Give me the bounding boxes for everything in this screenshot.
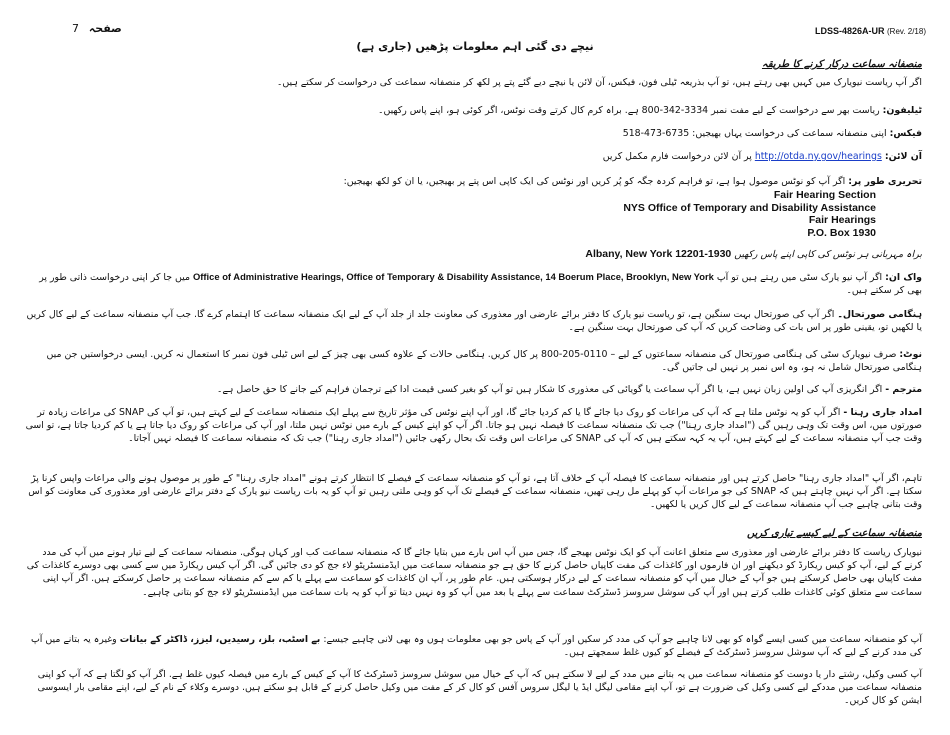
form-id-text: LDSS-4826A-UR [814, 26, 885, 36]
written-paragraph [22, 175, 922, 188]
intro-paragraph: اگر آپ ریاست نیویارک میں کہیں بھی رہتے ہیں، تو آپ بذریعہ ٹیلی فون، فیکس، آن لائن یا نیچے دیے گئے پتے پر لکھ کر منصفانہ سماعت کی درخواست کر سکتے ہیں۔ [276, 77, 922, 88]
phone-text: ریاست بھر سے درخواست کے لیے مفت نمبر 3334-342-800 ہے. براہ کرم کال کرتے وقت نوٹس، اگر کوئی ہو، اپنے پاس رکھیں۔ [377, 105, 880, 116]
interpreter-paragraph [22, 383, 922, 396]
prepare-documents-list: بے اسٹب، بلز، رسیدیں، لیزز، ڈاکٹر کے بیانات [119, 634, 321, 645]
mailing-address [556, 189, 876, 239]
aid-continuing-paragraph-2: تاہم، اگر آپ "امداد جاری رہنا" حاصل کرتے ہیں اور منصفانہ سماعت کا فیصلہ آپ کے خلاف آتا ہے، تو آپ کو منصفانہ سماعت کے فیصلے کا انتظار کرتے ہونے "امداد جاری رہنا" کے طور پر موصول ہونے والی مراعات واپس کرنا پڑ سکتا ہے. اگر آپ نہیں چاہتے ہیں کہ SNAP کی جو مراعات آپ کو پہلے مل رہی تھیں، منصفانہ سماعت کے فیصلے تک آپ کو وہی ملتی رہیں تو آپ کو یہ بات ریاست نیو یارک کے دفتر برائے عارضی اور معذوری کی معاونت کو اس وقت بتانی چاہیے جب آپ منصفانہ سماعت کے لیے کال کریں یا لکھیں۔ [28, 473, 922, 511]
fax-text: اپنی منصفانہ سماعت کی درخواست یہاں بھیجیں: 6735-473-518 [622, 128, 887, 139]
address-note: براہ مہربانی ہر نوٹس کی کاپی اپنے پاس رکھیں [734, 249, 922, 260]
section-heading-request: منصفانہ سماعت درکار کرنے کا طریقہ [761, 59, 922, 70]
hearings-link[interactable]: http://otda.ny.gov/hearings [754, 151, 882, 162]
note-paragraph [22, 348, 922, 374]
page-title: نیچے دی گئی اہم معلومات پڑھیں (جاری ہے) [356, 40, 594, 53]
phone-label: ٹیلیفون: [882, 105, 922, 116]
walkin-text-b: میں جا کر اپنی درخواست ذاتی طور پر بھی کر سکتے ہیں۔ [39, 272, 922, 297]
form-id [815, 26, 926, 36]
prepare-paragraph-2 [22, 633, 922, 659]
prepare-text-a: آپ کو منصفانہ سماعت میں کسی ایسے گواہ کو بھی لانا چاہیے جو آپ کی مدد کر سکیں اور آپ کے پاس جو بھی معلومات ہوں وہ بھی لانی چاہیے جیسے: [323, 634, 922, 645]
walkin-label: واک ان: [885, 272, 922, 283]
address-last-line [22, 248, 922, 261]
aid-continuing-text: اگر آپ کو یہ نوٹس ملتا ہے کہ آپ کی مراعات کو روک دیا جائے گا یا کم کردیا جائے گا، اور آپ اپنے نوٹس کی مؤثر تاریخ سے پہلے ایک منصفانہ سماعت کے لیے کہتے ہیں، تو آپ کی SNAP کی مراعات زیادہ تر صورتوں میں، اس وقت تک وہی رہیں گی ("امداد جاری رہنا") جب تک منصفانہ سماعت کا فیصلہ نہیں ہو جاتا. اگر آپ کو اپنے کیس کے بارے میں نوٹس نہیں ملتا، اور آپ کی مراعات کو روک دیا جاتا ہے یا کم کردیا جاتا ہے، تو اسی وقت جب آپ منصفانہ سماعت کے لیے کہتے ہیں، آپ یہ کہہ سکتے ہیں کہ آپ کی SNAP کی مراعات اس وقت تک بحال رکھی جائیں ("امداد جاری رہنا") جب تک کہ منصفانہ سماعت کا فیصلہ نہیں آجاتا۔ [25, 407, 922, 445]
emergency-label: ہنگامی صورتحال۔ [837, 309, 922, 320]
walkin-text-a: اگر آپ نیو یارک سٹی میں رہتے ہیں تو آپ [716, 272, 883, 283]
address-city: Albany, New York 12201-1930 [585, 248, 732, 260]
walkin-office: Office of Administrative Hearings, Office of Temporary & Disability Assistance, 14 Boerum Place, Brooklyn, New York [193, 271, 714, 282]
online-paragraph [22, 150, 922, 163]
interpreter-text: اگر انگریزی آپ کی اولین زبان نہیں ہے، یا اگر آپ سماعت یا گویائی کی معذوری کا شکار ہیں تو آپ کو بغیر کسی قیمت ادا کیے ترجمان فراہم کیے جانے کا حق حاصل ہے۔ [216, 384, 883, 395]
page-label: صفحہ [88, 22, 122, 35]
page-number: 7 [72, 22, 79, 35]
prepare-paragraph-1: نیویارک ریاست کا دفتر برائے عارضی اور معذوری سے متعلق اعانت آپ کو ایک نوٹس بھیجے گا، جس میں آپ اس بارے میں بتایا جائے گا کہ منصفانہ سماعت کب اور کہاں ہوگی. منصفانہ سماعت کے لیے تیار ہونے میں آپ کی مدد کرنے کے لیے، آپ کو کیس ریکارڈ کو دیکھنے اور ان فارموں اور کاغذات کی مفت کاپیاں حاصل کرنے کا حق ہے جو منصفانہ سماعت میں ایڈمنسٹریٹو لاء جج کو دی جائیں گی. اگر آپ کیس ریکارڈ میں سے کسی بھی دوسرے کاغذات کی مفت کاپیاں بھی حاصل کرسکتے ہیں جو آپ کے خیال میں آپ کو منصفانہ سماعت کے لیے درکار ہوسکتی ہیں. عام طور پر، آپ ان کاغذات کو سماعت سے پہلے یا کم سے کم منصفانہ سماعت پر حاصل کرسکتے ہیں. اگر آپ اپنی سماعت سے متعلق کوئی کاغذات طلب کرتے ہیں اور آپ کی سوشل سروسز ڈسٹرکٹ سماعت سے پہلے یا بعد میں آپ کو وہ نہیں دیتا تو آپ کو یہ بات سماعت میں ایڈمنسٹریٹو لاء جج کو بتانی چاہیے۔ [26, 547, 922, 598]
online-label: آن لائن: [884, 151, 922, 162]
phone-paragraph [22, 104, 922, 117]
address-line: Fair Hearing Section [773, 189, 876, 201]
written-text: اگر آپ کو نوٹس موصول ہوا ہے، تو فراہم کردہ جگہ کو پُر کریں اور نوٹس کی ایک کاپی اس پتے پر بھیجیں، یا ان کو لکھ بھیجیں: [343, 176, 846, 187]
form-revision: (Rev. 2/18) [887, 27, 926, 36]
walkin-paragraph [22, 270, 922, 297]
address-line: P.O. Box 1930 [807, 226, 876, 239]
aid-continuing-paragraph [22, 406, 922, 446]
page-number-label [72, 22, 122, 35]
online-text: پر آن لائن درخواست فارم مکمل کریں [602, 151, 752, 162]
address-line: NYS Office of Temporary and Disability Assistance [623, 201, 876, 214]
fax-paragraph [22, 127, 922, 140]
note-text: صرف نیویارک سٹی کی ہنگامی صورتحال کی منصفانہ سماعتوں کے لیے – 0110-205-800 پر کال کریں. ہنگامی حالات کے علاوہ کسی بھی چیز کے لیے اس ٹیلی فون نمبر کا استعمال نہ کریں. ایسی درخواستیں جن میں ہنگامی صورتحال شامل نہ ہو، وہ اس نمبر پر نہیں لی جاتیں گی۔ [46, 349, 922, 374]
note-label: نوٹ: [899, 349, 922, 360]
aid-continuing-label: امداد جاری رہنا - [843, 407, 922, 418]
emergency-text: اگر آپ کی صورتحال بہت سنگین ہے، تو ریاست نیو یارک کا دفتر برائے عارضی اور معذوری کی معاونت جلد از جلد آپ کے لیے ایک منصفانہ سماعت کا اہتمام کرے گا. جب آپ منصفانہ سماعت کے لیے کال کریں یا لکھیں تو، یقینی طور پر اس بات کی وضاحت کریں کہ آپ کی صورتحال بہت سنگین ہے۔ [26, 309, 922, 334]
written-label: تحریری طور پر: [848, 176, 922, 187]
interpreter-label: مترجم - [885, 384, 922, 395]
section-heading-prepare: منصفانہ سماعت کے لیے کیسے تیاری کریں [747, 528, 922, 539]
prepare-paragraph-3: آپ کسی وکیل، رشتے دار یا دوست کو منصفانہ سماعت میں یہ بتانے میں مدد کے لیے لا سکتے ہیں کہ آپ کے خیال میں سوشل سروسز ڈسٹرکٹ کا آپ کے کیس کے بارے میں فیصلہ کیوں غلط ہے. اگر آپ کو لگتا ہے کہ آپ کو اپنی منصفانہ سماعت میں مددکے لیے کسی وکیل کی ضرورت ہے تو، آپ اپنے مقامی لیگل ایڈ یا لیگل سروس آفس کو کال کر کے مفت میں وکیل حاصل کرنے کے قابل ہو سکتے ہیں. دوسرے وکلاء کے نام کے لیے، اپنے مقامی بار ایسوسی ایشن کو کال کریں۔ [37, 669, 922, 707]
prepare-text-b: وغیرہ یہ بتانے میں آپ کی مدد کرنے کے لیے کہ آپ سوشل سروسز ڈسٹرکٹ کے فیصلے کو کیوں غلط سمجھتے ہیں۔ [30, 634, 922, 659]
emergency-paragraph [22, 308, 922, 334]
fax-label: فیکس: [889, 128, 922, 139]
address-line: Fair Hearings [808, 214, 876, 227]
